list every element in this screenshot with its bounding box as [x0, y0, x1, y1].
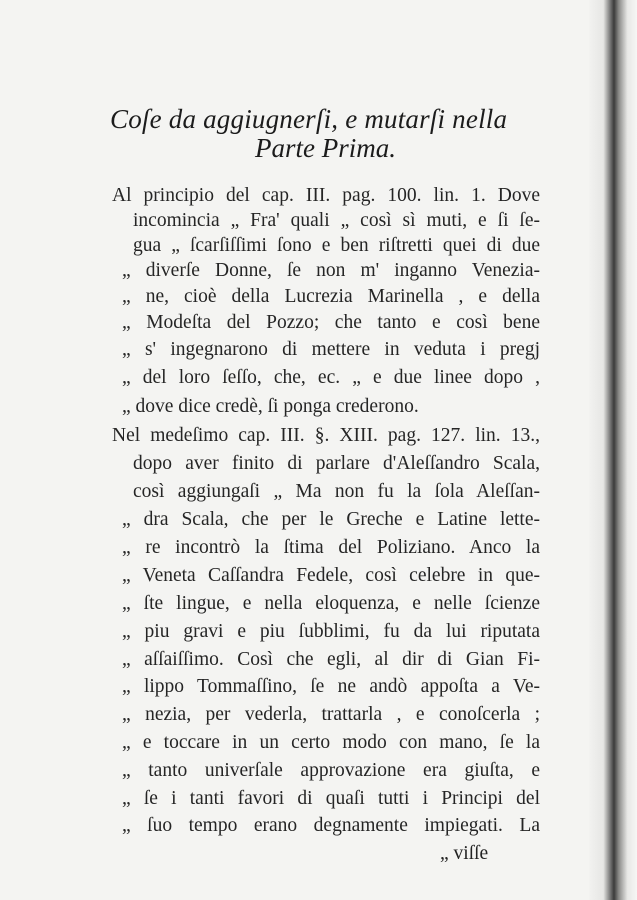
- heading-line-2: Parte Prima.: [255, 133, 396, 163]
- text-line: „ dove dice credè, ſi ponga crederono.: [122, 396, 419, 417]
- text-line: „ ſuo tempo erano degnamente impiegati. La: [122, 815, 540, 836]
- page-edge-shadow: [589, 0, 637, 900]
- text-line: Al principio del cap. III. pag. 100. lin. 1. Dove: [112, 185, 540, 206]
- text-line: „ aſſaiſſimo. Così che egli, al dir di Gian Fi-: [122, 649, 540, 670]
- text-line: „ diverſe Donne, ſe non m' inganno Venezia-: [122, 260, 540, 281]
- text-line: „ del loro ſeſſo, che, ec. „ e due linee dopo ,: [122, 367, 540, 388]
- text-line: dopo aver finito di parlare d'Aleſſandro Scala,: [133, 453, 540, 474]
- text-line: gua „ ſcarſiſſimi ſono e ben riſtretti quei di due: [133, 235, 540, 256]
- text-line: „ e toccare in un certo modo con mano, ſe la: [122, 732, 540, 753]
- text-line: „ nezia, per vederla, trattarla , e conoſcerla ;: [122, 704, 540, 725]
- text-line: „ piu gravi e piu ſubblimi, fu da lui riputata: [122, 621, 540, 642]
- text-line: „ Veneta Caſſandra Fedele, così celebre in que-: [122, 565, 540, 586]
- catchword: „ viſſe: [440, 843, 489, 864]
- text-line: „ ne, cioè della Lucrezia Marinella , e della: [122, 286, 540, 307]
- text-line: „ tanto univerſale approvazione era giuſta, e: [122, 760, 540, 781]
- text-line: incomincia „ Fra' quali „ così sì muti, e ſi ſe-: [133, 210, 540, 231]
- text-line: „ Modeſta del Pozzo; che tanto e così bene: [122, 312, 540, 333]
- text-line: „ re incontrò la ſtima del Poliziano. Anco la: [122, 537, 540, 558]
- text-line: „ lippo Tommaſſino, ſe ne andò appoſta a Ve-: [122, 676, 540, 697]
- text-line: così aggiungaſi „ Ma non fu la ſola Aleſſan-: [133, 481, 540, 502]
- text-line: „ s' ingegnarono di mettere in veduta i pregj: [122, 339, 540, 360]
- text-line: „ dra Scala, che per le Greche e Latine lette-: [122, 509, 540, 530]
- text-line: Nel medeſimo cap. III. §. XIII. pag. 127. lin. 13.,: [112, 425, 540, 446]
- text-line: „ ſte lingue, e nella eloquenza, e nelle ſcienze: [122, 593, 540, 614]
- text-line: „ ſe i tanti favori di quaſi tutti i Principi del: [122, 788, 540, 809]
- heading-line-1: Coſe da aggiugnerſi, e mutarſi nella: [110, 104, 508, 134]
